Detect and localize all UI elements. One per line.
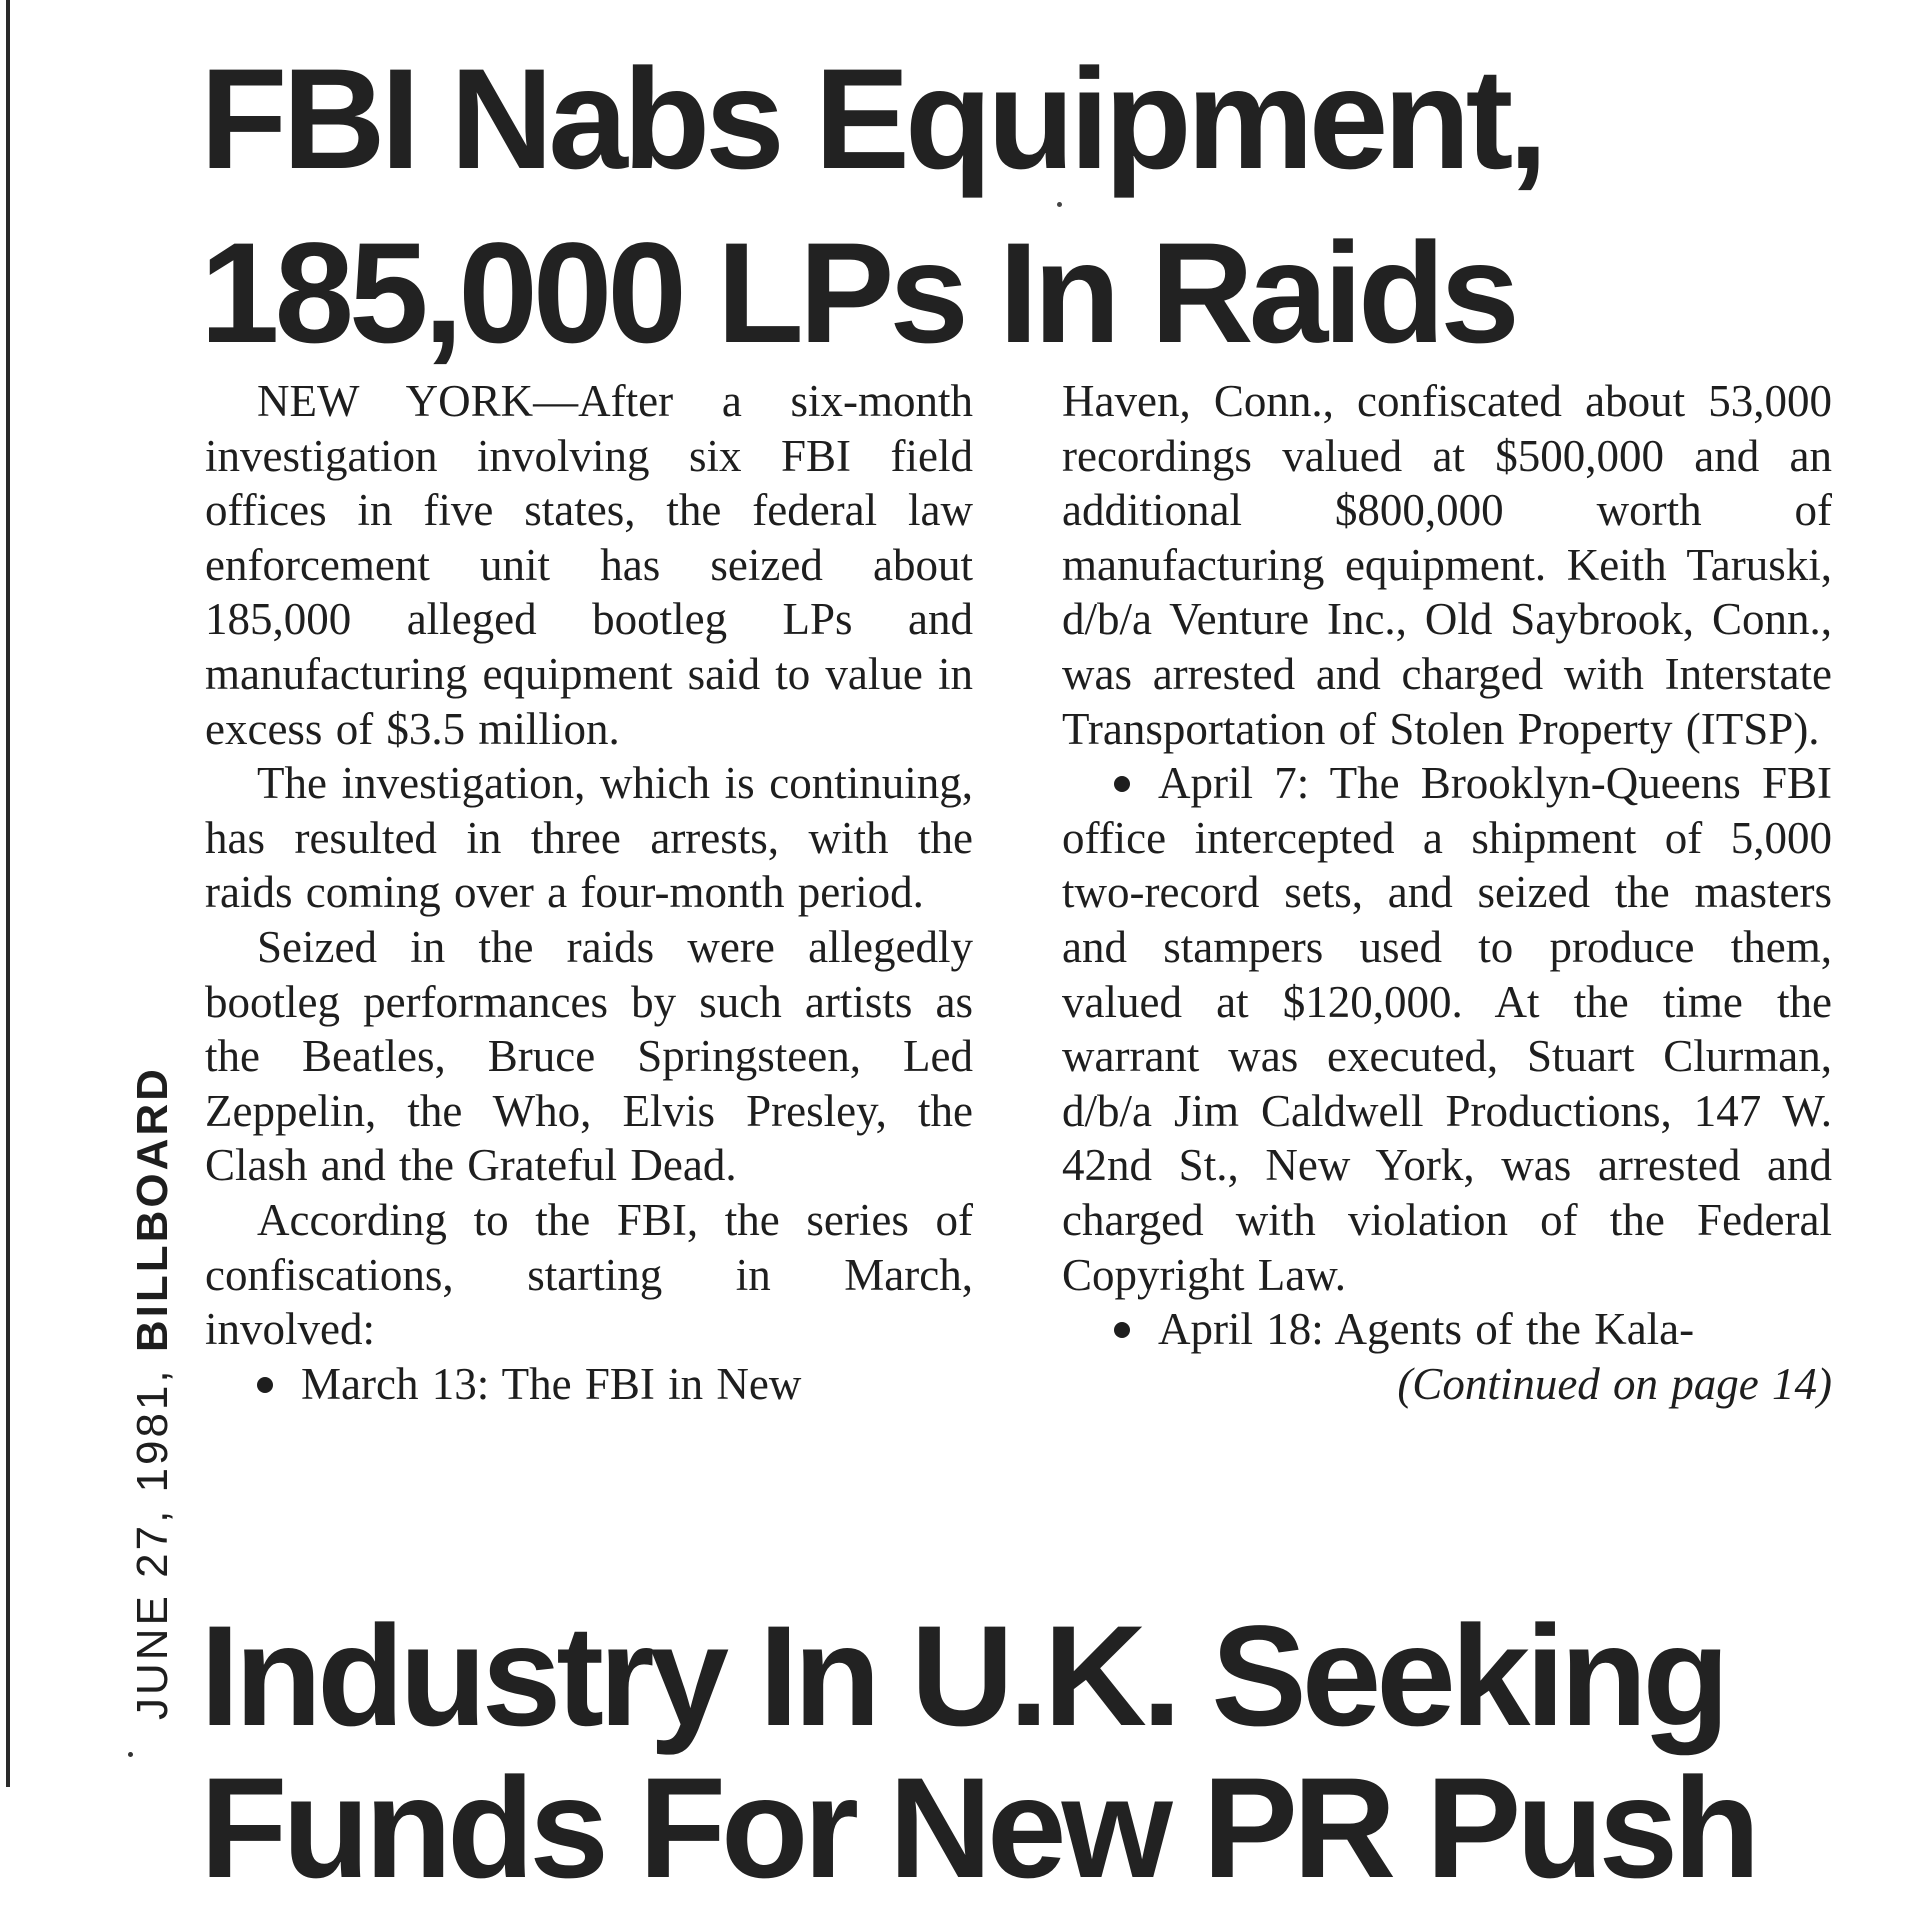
bullet-icon [1114, 1322, 1130, 1338]
bullet-paragraph [1062, 756, 1832, 1302]
headline-line-2: 185,000 LPs In Raids [200, 214, 1515, 373]
issue-date: JUNE 27, 1981, [128, 1352, 177, 1720]
article-left-column [205, 374, 973, 1411]
margin-dateline [128, 1066, 178, 1720]
article-paragraph: Haven, Conn., confiscated about 53,000 recordings valued at $500,000 and an additional $800,000 worth of manufacturing equipment. Keith Taruski, d/b/a Venture Inc., Old Saybrook, Conn., was arrested and charged with Interstate Transportation of Stolen Property (ITSP). [1062, 376, 1832, 754]
article-paragraph: NEW YORK—After a six-month investigation involving six FBI field offices in five states, the federal law enforcement unit has seized about 185,000 alleged bootleg LPs and manufacturing equipment said to value in excess of $3.5 million. [205, 376, 973, 754]
bullet-paragraph [1062, 1302, 1832, 1357]
second-headline-line-1: Industry In U.K. Seeking [200, 1597, 1725, 1756]
bullet-icon [257, 1377, 273, 1393]
article-paragraph: According to the FBI, the series of confiscations, starting in March, involved: [205, 1194, 973, 1355]
article-paragraph: Seized in the raids were allegedly bootleg performances by such artists as the Beatles, Bruce Springsteen, Led Zeppelin, the Who, Elvis Presley, the Clash and the Grateful Dead. [205, 921, 973, 1191]
headline-line-1: FBI Nabs Equipment, [200, 40, 1544, 199]
print-speck [1057, 202, 1062, 207]
bullet-icon [1114, 776, 1130, 792]
second-headline-line-2: Funds For New PR Push [200, 1749, 1756, 1908]
bullet-paragraph [205, 1357, 973, 1412]
publication-name: BILLBOARD [128, 1066, 177, 1353]
article-paragraph: The investigation, which is continuing, has resulted in three arrests, with the raids coming over a four-month period. [205, 758, 973, 918]
bullet-text: April 18: Agents of the Kala- [1158, 1304, 1695, 1355]
page-edge-rule [6, 0, 10, 1787]
margin-mark [128, 1752, 133, 1757]
article-right-column [1062, 374, 1832, 1411]
bullet-text: March 13: The FBI in New [301, 1358, 802, 1409]
continued-notice: (Continued on page 14) [1397, 1358, 1832, 1409]
bullet-text: April 7: The Brooklyn-Queens FBI office intercepted a shipment of 5,000 two-record sets, and seized the masters and stampers used to produce them, valued at $120,000. At the time the warrant was executed, Stuart Clurman, d/b/a Jim Caldwell Productions, 147 W. 42nd St., New York, was arrested and charged with violation of the Federal Copyright Law. [1062, 758, 1832, 1300]
